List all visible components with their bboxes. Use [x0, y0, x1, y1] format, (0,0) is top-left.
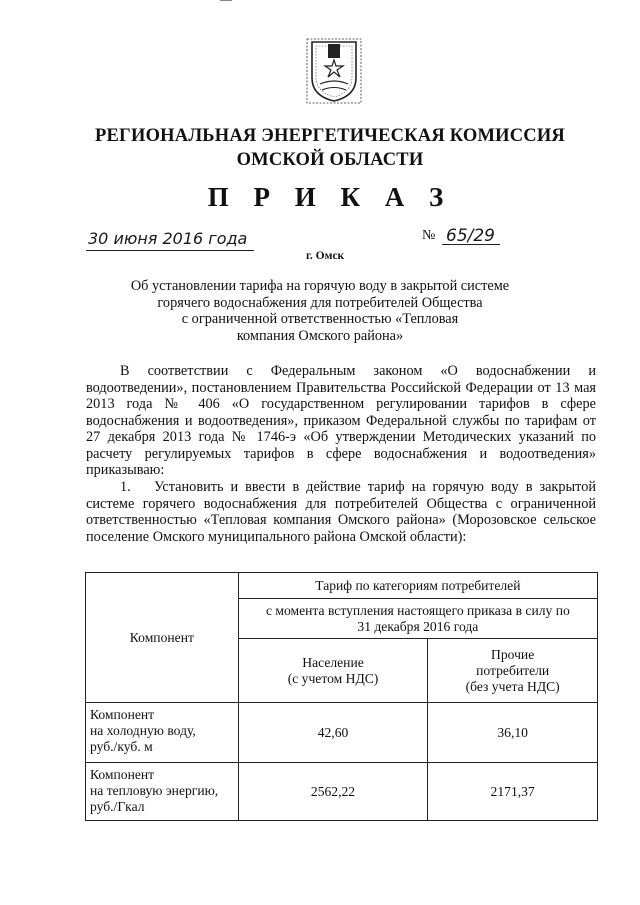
header-component: Компонент: [86, 573, 239, 703]
cell-other-value: 2171,37: [428, 763, 598, 821]
row-label-line-1: Компонент: [90, 767, 155, 782]
header-other-line-1: Прочие: [491, 646, 535, 662]
row-label-line-1: Компонент: [90, 707, 155, 722]
tariff-table: [85, 572, 598, 821]
handwritten-order-number: 65/29: [446, 226, 495, 246]
table-row: [86, 703, 598, 763]
row-label-line-2: на холодную воду,: [90, 723, 196, 738]
row-component-label: [86, 703, 239, 763]
document-type-title: П Р И К А З: [207, 182, 453, 212]
item-1-paragraph: [86, 479, 596, 545]
subject-line-4: компания Омского района»: [236, 327, 404, 344]
date-underline: [86, 250, 254, 251]
city: г. Омск: [306, 250, 345, 262]
table-row: [86, 763, 598, 821]
scan-mark: [220, 0, 232, 1]
row-label-line-3: руб./куб. м: [90, 739, 153, 754]
header-population: [238, 639, 428, 703]
cell-other-value: 36,10: [428, 703, 598, 763]
item-1-text: Установить и ввести в действие тариф на горячую воду в закрытой системе горячего водоснабжения для потребителей Общества с ограниченной ответственностью «Тепловая компания Омского района» (Морозовское сельское поселение Омского муниципального района Омской области):: [86, 479, 596, 545]
order-subject: [100, 278, 540, 344]
coat-of-arms-emblem-icon: [306, 38, 362, 104]
issuing-authority: [60, 124, 600, 172]
header-population-line-2: (с учетом НДС): [287, 670, 379, 686]
row-label-line-2: на тепловую энергию,: [90, 783, 219, 798]
table-header-row: [86, 573, 598, 599]
item-1-number: 1.: [120, 479, 131, 495]
header-period: с момента вступления настоящего приказа в силу по 31 декабря 2016 года: [238, 599, 597, 639]
cell-population-value: 2562,22: [238, 763, 428, 821]
header-population-line-1: Население: [302, 654, 364, 670]
header-other-consumers: [428, 639, 598, 703]
row-component-label: [86, 763, 239, 821]
row-label-line-3: руб./Гкал: [90, 799, 145, 814]
subject-line-2: горячего водоснабжения для потребителей Общества: [157, 294, 483, 311]
header-tariff-by-category: Тариф по категориям потребителей: [238, 573, 597, 599]
org-title-line-2: ОМСКОЙ ОБЛАСТИ: [236, 150, 424, 170]
handwritten-date: 30 июня 2016 года: [88, 229, 248, 248]
header-other-line-3: (без учета НДС): [465, 678, 560, 694]
cell-population-value: 42,60: [238, 703, 428, 763]
number-underline: [442, 244, 500, 245]
number-label: №: [422, 228, 436, 243]
subject-line-1: Об установлении тарифа на горячую воду в закрытой системе: [130, 278, 510, 294]
preamble-paragraph: В соответствии с Федеральным законом «О водоснабжении и водоотведении», постановлением Правительства Российской Федерации от 13 мая 2013 года № 406 «О государственном регулировании тарифов в сфере водоснабжения и водоотведения», приказом Федеральной службы по тарифам от 27 декабря 2013 года № 1746-э «Об утверждении Методических указаний по расчету регулируемых тарифов в сфере водоснабжения и водоотведения» приказываю:: [86, 363, 596, 478]
org-title-line-1: РЕГИОНАЛЬНАЯ ЭНЕРГЕТИЧЕСКАЯ КОМИССИЯ: [94, 126, 565, 146]
subject-line-3: с ограниченной ответственностью «Тепловая: [181, 311, 459, 327]
header-other-line-2: потребители: [476, 662, 550, 678]
